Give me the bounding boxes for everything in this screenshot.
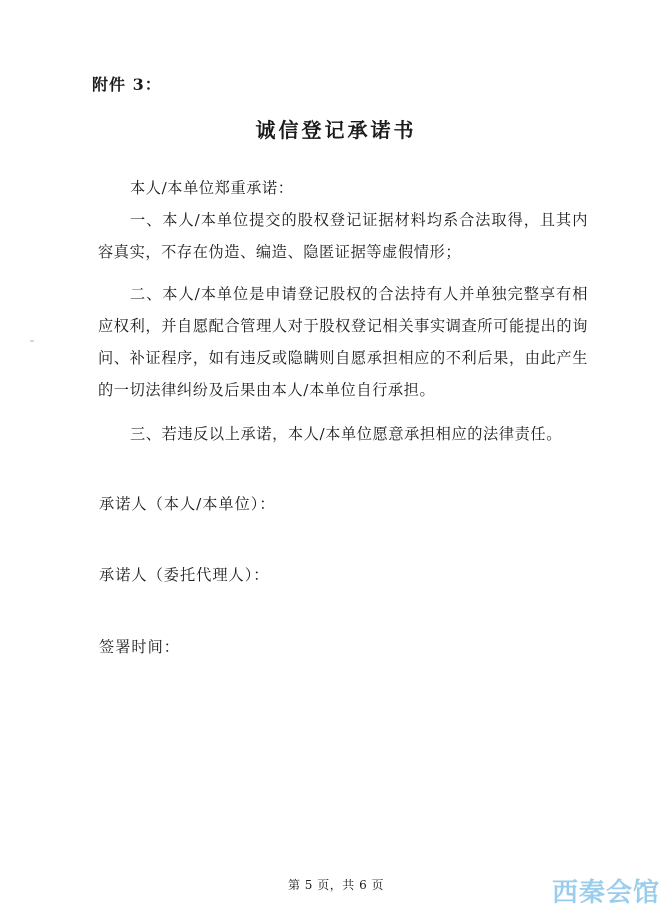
clause-one-text: 一、本人/本单位提交的股权登记证据材料均系合法取得，且其内容真实，不存在伪造、编造、隐匿证据等虚假情形； — [98, 211, 588, 261]
promisor-signature-line: 承诺人（本人/本单位）： — [99, 495, 276, 513]
page-number-footer: 第 5 页，共 6 页 — [287, 878, 385, 892]
intro-paragraph — [98, 172, 588, 204]
watermark-logo: 西秦会馆 — [551, 878, 660, 908]
attachment-label: 附件 3： — [92, 75, 162, 94]
clause-two — [98, 278, 588, 406]
clause-two-text: 二、本人/本单位是申请登记股权的合法持有人并单独完整享有相应权利，并自愿配合管理人对于股权登记相关事实调查所可能提出的询问、补证程序，如有违反或隐瞒则自愿承担相应的不利后果，由此产生的一切法律纠纷及后果由本人/本单位自行承担。 — [98, 285, 588, 399]
document-title: 诚信登记承诺书 — [255, 118, 417, 142]
clause-three — [98, 418, 588, 450]
scan-artifact — [30, 340, 34, 342]
clause-three-text: 三、若违反以上承诺，本人/本单位愿意承担相应的法律责任。 — [130, 425, 562, 443]
intro-text: 本人/本单位郑重承诺： — [130, 179, 294, 197]
signing-date-line: 签署时间： — [99, 638, 180, 656]
agent-signature-line: 承诺人（委托代理人）： — [99, 566, 270, 584]
clause-one — [98, 204, 588, 268]
